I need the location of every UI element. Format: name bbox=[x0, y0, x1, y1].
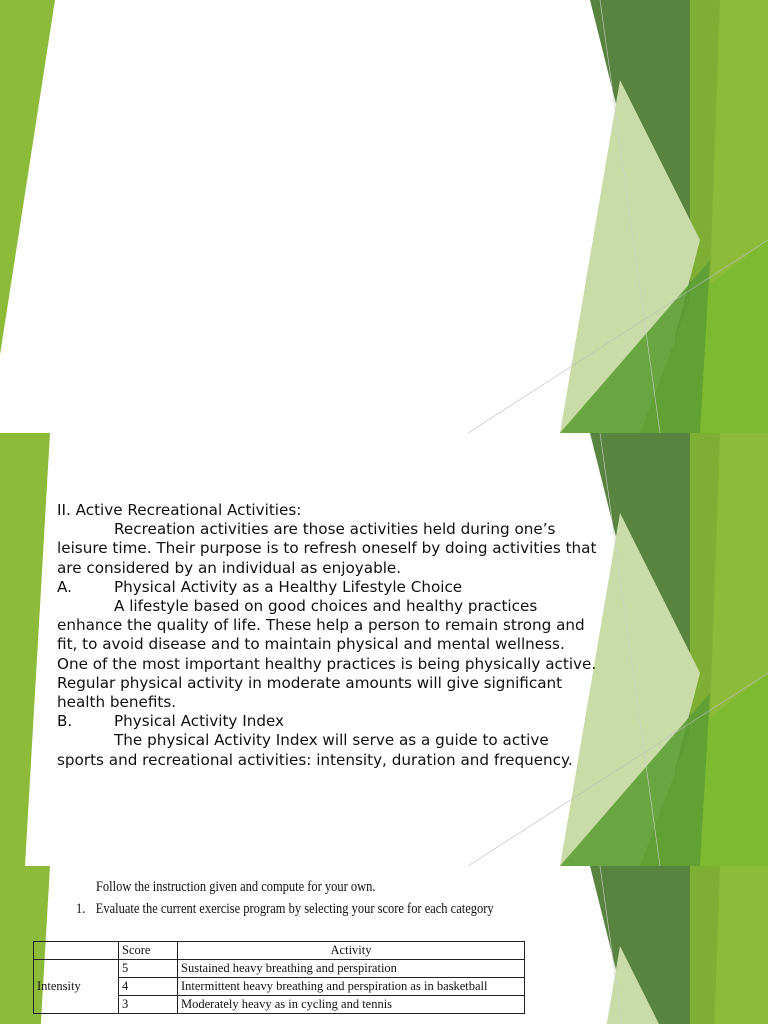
table-header-row bbox=[34, 942, 525, 960]
slide-1 bbox=[0, 0, 768, 433]
section-b-label: B. bbox=[57, 712, 73, 731]
activity-cell: Moderately heavy as in cycling and tennis bbox=[178, 996, 525, 1014]
step-line bbox=[76, 901, 494, 918]
score-cell: 4 bbox=[119, 978, 178, 996]
intro-paragraph: Recreation activities are those activities held during one’s leisure time. Their purpose is to refresh oneself by doing activities that are considered by an individual as enjoyable. bbox=[57, 520, 597, 577]
header-cell-activity: Activity bbox=[178, 942, 525, 960]
section-a-title: Physical Activity as a Healthy Lifestyle Choice bbox=[114, 577, 463, 596]
section-a-label: A. bbox=[57, 577, 72, 596]
table-row bbox=[34, 960, 525, 978]
section-b-title: Physical Activity Index bbox=[114, 712, 285, 731]
category-cell-intensity: Intensity bbox=[34, 960, 119, 1014]
score-cell: 5 bbox=[119, 960, 178, 978]
activity-cell: Intermittent heavy breathing and perspiration as in basketball bbox=[178, 978, 525, 996]
slide-3 bbox=[0, 866, 768, 1024]
activity-cell: Sustained heavy breathing and perspiration bbox=[178, 960, 525, 978]
instruction-line: Follow the instruction given and compute for your own. bbox=[96, 879, 376, 895]
section-b-heading bbox=[57, 712, 597, 731]
slide-body-text bbox=[57, 501, 597, 770]
section-heading: II. Active Recreational Activities: bbox=[57, 501, 302, 519]
section-a-heading bbox=[57, 578, 597, 597]
section-a-paragraph: A lifestyle based on good choices and healthy practices enhance the quality of life. These help a person to remain strong and fit, to avoid disease and to maintain physical and mental wellness. One of the most important healthy practices is being physically active. Regular physical activity in moderate amounts will give significant health benefits. bbox=[57, 597, 597, 712]
section-b-paragraph: The physical Activity Index will serve as a guide to active sports and recreational activities: intensity, duration and frequency. bbox=[57, 731, 573, 769]
score-cell: 3 bbox=[119, 996, 178, 1014]
step-text: Evaluate the current exercise program by selecting your score for each category bbox=[95, 901, 494, 917]
slide-decoration-1 bbox=[0, 0, 768, 433]
activity-index-table bbox=[33, 941, 525, 1014]
header-cell-score: Score bbox=[119, 942, 178, 960]
header-cell-empty bbox=[34, 942, 119, 960]
step-number: 1. bbox=[76, 901, 86, 917]
slide-2 bbox=[0, 433, 768, 866]
